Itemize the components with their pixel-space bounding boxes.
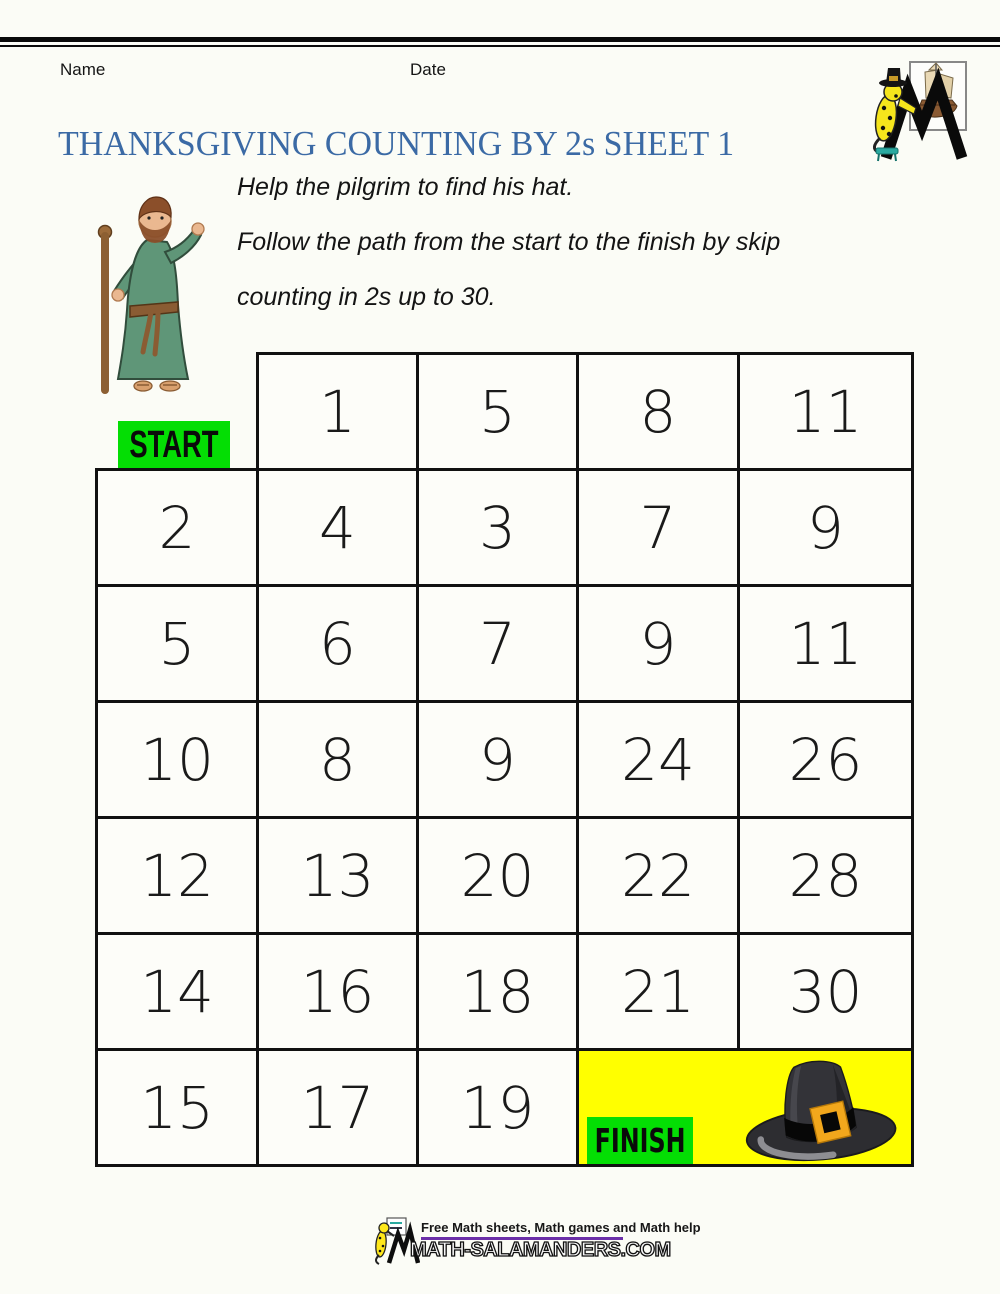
maze-cell: 20 <box>418 818 578 934</box>
maze-cell: 9 <box>739 470 913 586</box>
maze-cell: 8 <box>258 702 418 818</box>
maze-row <box>97 470 913 586</box>
top-border-thick <box>0 37 1000 42</box>
maze-cell: 10 <box>97 702 258 818</box>
maze-cell: 6 <box>258 586 418 702</box>
top-border-thin <box>0 45 1000 47</box>
maze-cell: 18 <box>418 934 578 1050</box>
maze-cell: 30 <box>739 934 913 1050</box>
maze-row <box>97 702 913 818</box>
instruction-line: Follow the path from the start to the finish by skip <box>237 228 781 256</box>
maze-cell: 9 <box>418 702 578 818</box>
maze-finish-cell <box>578 1050 913 1166</box>
page-title: THANKSGIVING COUNTING BY 2s SHEET 1 <box>58 124 735 163</box>
finish-label: FINISH <box>594 1121 686 1160</box>
finish-badge <box>587 1117 693 1164</box>
footer-wordmark: MATH-SALAMANDERS.COM <box>410 1239 671 1261</box>
maze-cell: 7 <box>578 470 739 586</box>
maze-cell: 7 <box>418 586 578 702</box>
maze-cell: 13 <box>258 818 418 934</box>
maze-empty-area <box>97 354 258 470</box>
maze-cell: 19 <box>418 1050 578 1166</box>
maze-cell: 16 <box>258 934 418 1050</box>
maze-row <box>97 818 913 934</box>
instructions <box>237 172 857 337</box>
maze-cell: 26 <box>739 702 913 818</box>
maze-cell: 5 <box>97 586 258 702</box>
maze-cell: 11 <box>739 354 913 470</box>
maze-cell: 2 <box>97 470 258 586</box>
maze-cell: 8 <box>578 354 739 470</box>
maze-cell: 21 <box>578 934 739 1050</box>
maze-cell: 24 <box>578 702 739 818</box>
maze-cell: 28 <box>739 818 913 934</box>
maze-cell: 5 <box>418 354 578 470</box>
maze-cell: 4 <box>258 470 418 586</box>
maze-row <box>97 1050 913 1166</box>
maze-cell: 1 <box>258 354 418 470</box>
maze-cell: 22 <box>578 818 739 934</box>
maze-cell: 14 <box>97 934 258 1050</box>
instruction-line: counting in 2s up to 30. <box>237 283 496 311</box>
pilgrim-hat-icon <box>739 1056 901 1166</box>
date-label: Date <box>410 60 446 79</box>
salamander-pilgrim-logo-icon <box>856 56 972 164</box>
maze-row <box>97 586 913 702</box>
maze-cell: 3 <box>418 470 578 586</box>
maze-cell: 9 <box>578 586 739 702</box>
maze-row <box>97 354 913 470</box>
maze-cell: 12 <box>97 818 258 934</box>
maze-row <box>97 934 913 1050</box>
footer-tagline: Free Math sheets, Math games and Math help <box>421 1220 701 1235</box>
number-maze-grid <box>95 352 914 1167</box>
maze-cell: 15 <box>97 1050 258 1166</box>
maze-cell: 17 <box>258 1050 418 1166</box>
instruction-line: Help the pilgrim to find his hat. <box>237 173 574 201</box>
name-label: Name <box>60 60 106 79</box>
start-label: START <box>129 424 219 466</box>
maze-cell: 11 <box>739 586 913 702</box>
